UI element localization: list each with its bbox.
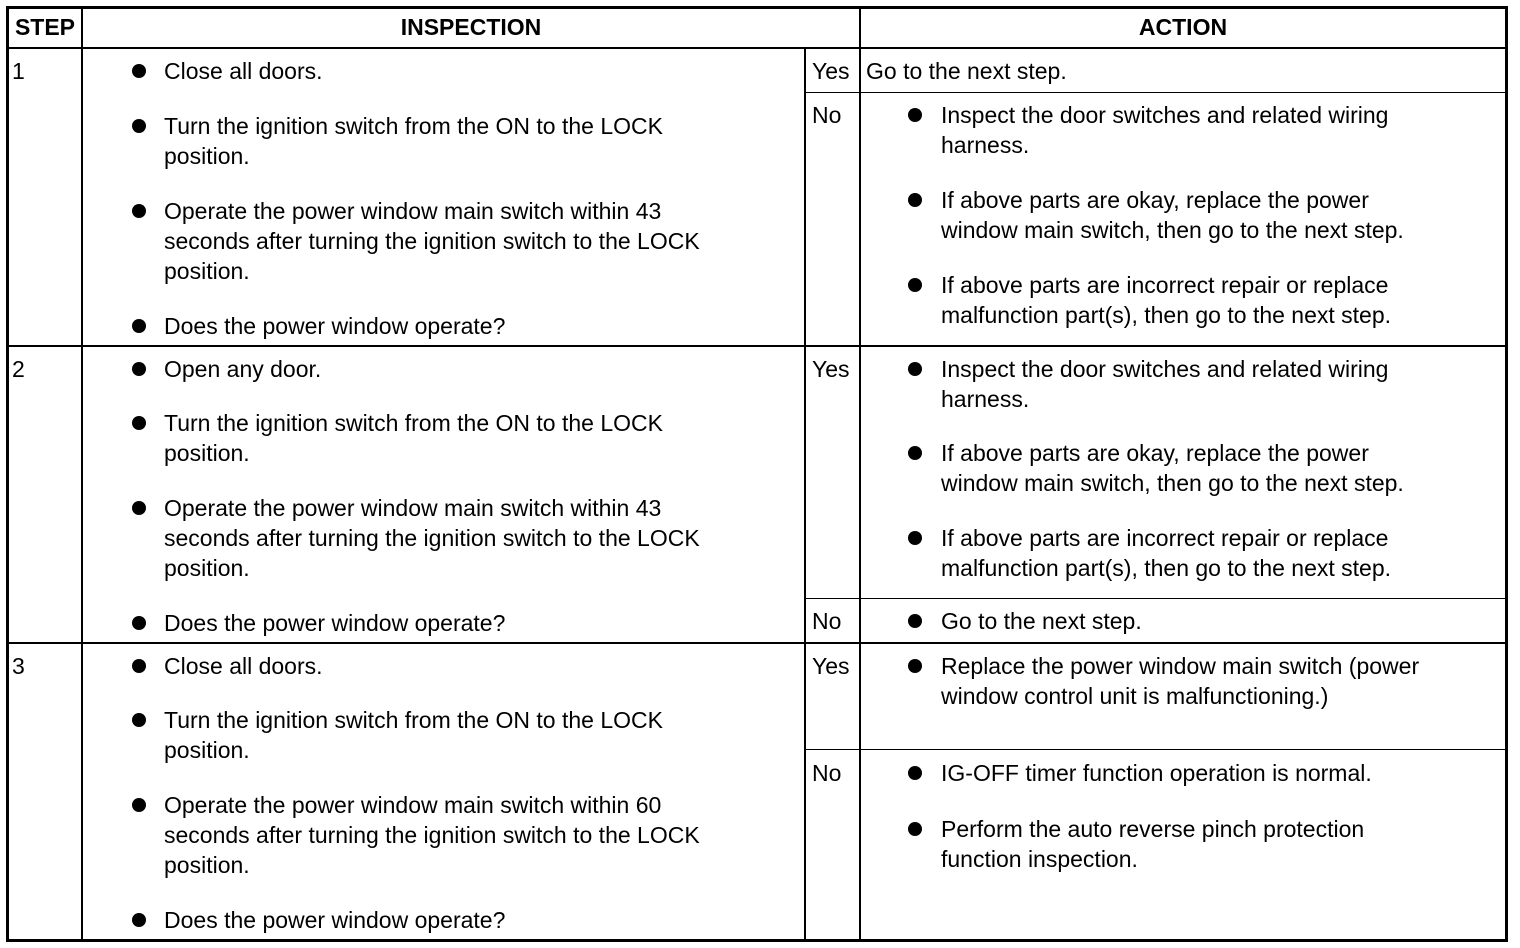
action-item: harness. [941, 132, 1030, 158]
grid-line [804, 48, 806, 942]
no-label: No [812, 102, 842, 128]
action-item: window control unit is malfunctioning.) [941, 683, 1329, 709]
inspection-item: Does the power window operate? [164, 313, 506, 339]
bullet-icon [132, 616, 146, 630]
inspection-item: position. [164, 555, 250, 581]
grid-line [81, 6, 83, 942]
inspection-item: Operate the power window main switch within 43 [164, 495, 662, 521]
bullet-icon [908, 766, 922, 780]
grid-line [805, 92, 1508, 93]
bullet-icon [132, 362, 146, 376]
inspection-item: Open any door. [164, 356, 322, 382]
bullet-icon [908, 446, 922, 460]
action-item: Perform the auto reverse pinch protection [941, 816, 1365, 842]
action-item: function inspection. [941, 846, 1138, 872]
bullet-icon [908, 362, 922, 376]
bullet-icon [908, 614, 922, 628]
inspection-item: position. [164, 143, 250, 169]
bullet-icon [132, 713, 146, 727]
action-item: harness. [941, 386, 1030, 412]
action-item: Inspect the door switches and related wiring [941, 356, 1389, 382]
action-item: If above parts are okay, replace the power [941, 440, 1369, 466]
bullet-icon [908, 108, 922, 122]
action-item: If above parts are incorrect repair or replace [941, 272, 1389, 298]
header-action: ACTION [1138, 14, 1228, 40]
yes-label: Yes [812, 356, 850, 382]
grid-line [6, 47, 1508, 49]
action-item: window main switch, then go to the next step. [941, 217, 1404, 243]
inspection-item: Does the power window operate? [164, 610, 506, 636]
action-text: Go to the next step. [866, 58, 1067, 84]
action-item: IG-OFF timer function operation is normal. [941, 760, 1372, 786]
action-item: Go to the next step. [941, 608, 1142, 634]
grid-line [805, 749, 1508, 750]
bullet-icon [132, 119, 146, 133]
no-label: No [812, 760, 842, 786]
grid-line [6, 345, 1508, 347]
inspection-item: position. [164, 258, 250, 284]
grid-line [805, 598, 1508, 599]
action-item: Inspect the door switches and related wiring [941, 102, 1389, 128]
action-item: If above parts are okay, replace the power [941, 187, 1369, 213]
inspection-item: seconds after turning the ignition switch to the LOCK [164, 822, 700, 848]
action-item: Replace the power window main switch (power [941, 653, 1420, 679]
bullet-icon [908, 278, 922, 292]
yes-label: Yes [812, 653, 850, 679]
grid-line [6, 642, 1508, 644]
bullet-icon [132, 319, 146, 333]
bullet-icon [908, 193, 922, 207]
inspection-item: Operate the power window main switch within 60 [164, 792, 662, 818]
inspection-item: position. [164, 737, 250, 763]
inspection-item: Turn the ignition switch from the ON to the LOCK [164, 707, 663, 733]
inspection-item: Operate the power window main switch within 43 [164, 198, 662, 224]
step-number: 2 [12, 356, 25, 382]
inspection-item: seconds after turning the ignition switch to the LOCK [164, 228, 700, 254]
bullet-icon [132, 64, 146, 78]
step-number: 1 [12, 58, 25, 84]
action-item: window main switch, then go to the next step. [941, 470, 1404, 496]
no-label: No [812, 608, 842, 634]
bullet-icon [908, 531, 922, 545]
bullet-icon [132, 798, 146, 812]
action-item: If above parts are incorrect repair or replace [941, 525, 1389, 551]
inspection-item: position. [164, 852, 250, 878]
bullet-icon [132, 913, 146, 927]
grid-line [859, 6, 861, 942]
bullet-icon [908, 822, 922, 836]
inspection-item: Does the power window operate? [164, 907, 506, 933]
bullet-icon [132, 204, 146, 218]
header-inspection: INSPECTION [400, 14, 542, 40]
inspection-item: Turn the ignition switch from the ON to the LOCK [164, 410, 663, 436]
inspection-item: seconds after turning the ignition switch to the LOCK [164, 525, 700, 551]
inspection-item: Close all doors. [164, 58, 323, 84]
bullet-icon [132, 659, 146, 673]
header-step: STEP [14, 14, 76, 40]
inspection-item: Close all doors. [164, 653, 323, 679]
inspection-item: position. [164, 440, 250, 466]
inspection-item: Turn the ignition switch from the ON to the LOCK [164, 113, 663, 139]
action-item: malfunction part(s), then go to the next step. [941, 555, 1392, 581]
step-number: 3 [12, 653, 25, 679]
bullet-icon [908, 659, 922, 673]
bullet-icon [132, 501, 146, 515]
action-item: malfunction part(s), then go to the next step. [941, 302, 1392, 328]
bullet-icon [132, 416, 146, 430]
yes-label: Yes [812, 58, 850, 84]
